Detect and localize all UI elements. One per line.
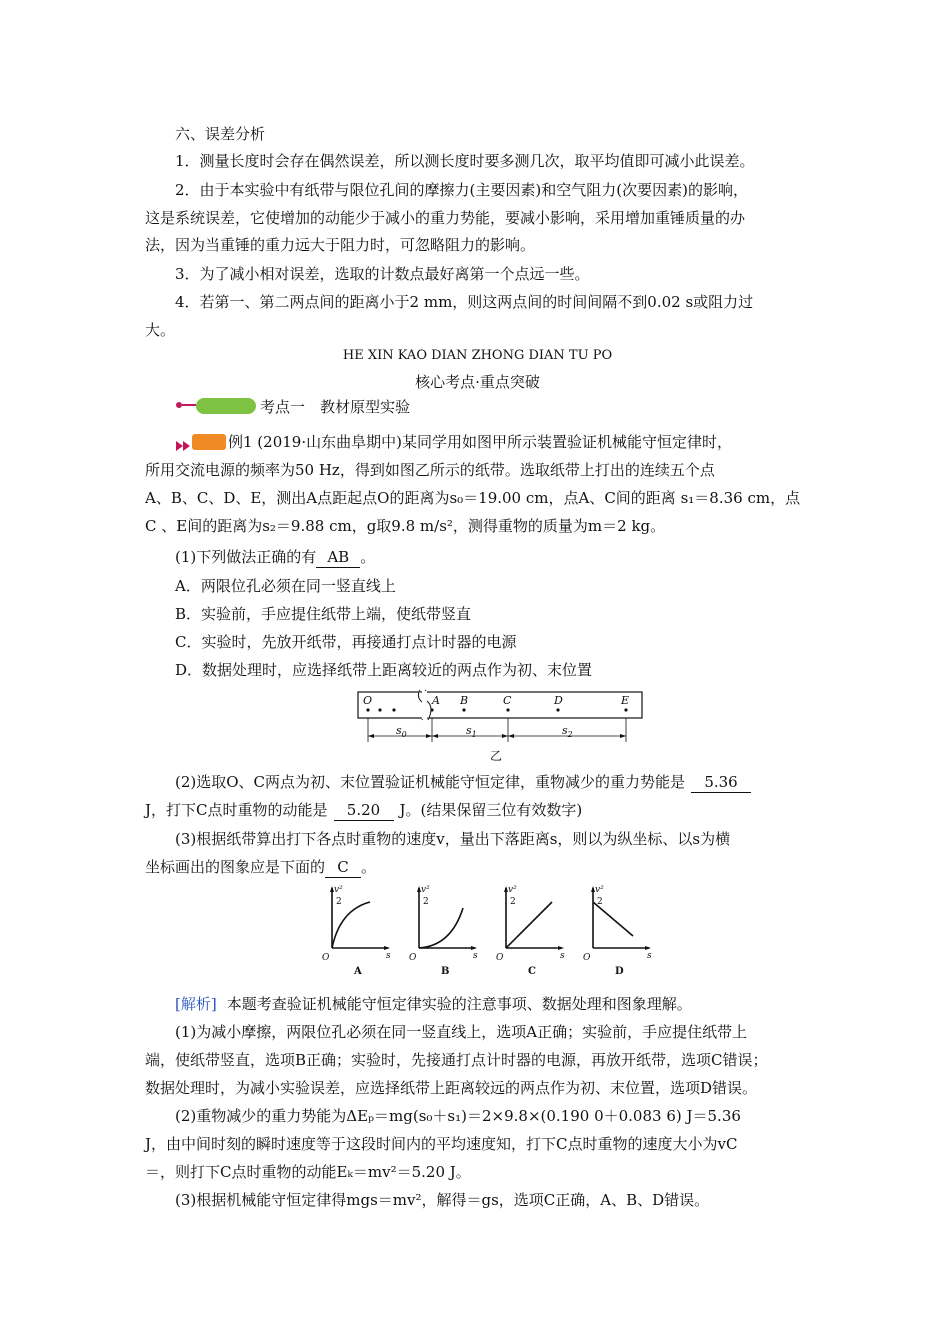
example-line: 例1 (2019·山东曲阜期中)某同学用如图甲所示装置验证机械能守恒定律时， bbox=[228, 433, 732, 451]
tape-dot bbox=[556, 708, 559, 711]
curve-c bbox=[506, 902, 552, 948]
graph-b bbox=[409, 885, 478, 977]
tape-caption: 乙 bbox=[490, 749, 503, 763]
tape-dot bbox=[462, 708, 465, 711]
analysis-line: J，由中间时刻的瞬时速度等于这段时间内的平均速度知，打下C点时重物的速度大小为vC bbox=[145, 1135, 738, 1153]
svg-text:v²: v² bbox=[421, 885, 430, 895]
tape-dot bbox=[430, 708, 433, 711]
analysis-line: (3)根据机械能守恒定律得mgs＝mv²，解得＝gs，选项C正确，A、B、D错误。 bbox=[175, 1191, 710, 1209]
tape-point-label: B bbox=[460, 694, 469, 707]
s2-label: $s_2$ bbox=[562, 724, 573, 739]
svg-text:O: O bbox=[583, 953, 591, 963]
tape-dot bbox=[378, 708, 381, 711]
graph-d bbox=[583, 885, 652, 977]
question-3-line: (3)根据纸带算出打下各点时重物的速度v，量出下落距离s，则以为纵坐标、以s为横 bbox=[175, 830, 731, 848]
question-3-line: 坐标画出的图象应是下面的 C 。 bbox=[145, 858, 377, 876]
example-line: 所用交流电源的频率为50 Hz，得到如图乙所示的纸带。选取纸带上打出的连续五个点 bbox=[145, 461, 715, 479]
paragraph: 大。 bbox=[145, 321, 176, 339]
paragraph: 1．测量长度时会存在偶然误差，所以测长度时要多测几次，取平均值即可减小此误差。 bbox=[175, 152, 755, 170]
tape-dot bbox=[506, 708, 509, 711]
tape-outline bbox=[358, 692, 642, 718]
svg-text:s: s bbox=[647, 951, 652, 961]
svg-text:v²: v² bbox=[508, 885, 517, 895]
marker-line-icon bbox=[182, 404, 196, 406]
svg-text:C: C bbox=[528, 966, 536, 977]
graph-c bbox=[496, 885, 565, 977]
answer-blank: 5.20 bbox=[334, 800, 394, 821]
tape-dot bbox=[366, 708, 369, 711]
answer-blank: C bbox=[325, 857, 361, 878]
tape-point-label: O bbox=[363, 694, 373, 707]
paper-tape-figure bbox=[350, 688, 650, 768]
s0-label: $s_0$ bbox=[396, 724, 407, 739]
curve-b bbox=[419, 908, 463, 948]
question-1-stem: (1)下列做法正确的有 bbox=[175, 548, 317, 566]
analysis-line: 数据处理时，为减小实验误差，应选择纸带上距离较远的两点作为初、末位置，选项D错误。 bbox=[145, 1079, 758, 1097]
tape-point-label: C bbox=[503, 694, 512, 707]
svg-text:B: B bbox=[441, 966, 450, 977]
example-line: C 、E间的距离为s₂＝9.88 cm，g取9.8 m/s²，测得重物的质量为m＝2 kg。 bbox=[145, 517, 666, 535]
paragraph: 2．由于本实验中有纸带与限位孔间的摩擦力(主要因素)和空气阻力(次要因素)的影响， bbox=[175, 181, 748, 199]
svg-text:D: D bbox=[615, 966, 624, 977]
tape-dot bbox=[392, 708, 395, 711]
svg-text:2: 2 bbox=[510, 897, 516, 907]
svg-text:A: A bbox=[354, 966, 362, 977]
tape-point-label: A bbox=[432, 694, 440, 707]
svg-text:s: s bbox=[386, 951, 391, 961]
paragraph: 法，因为当重锤的重力远大于阻力时，可忽略阻力的影响。 bbox=[145, 236, 536, 254]
analysis-line: ＝，则打下C点时重物的动能Eₖ＝mv²＝5.20 J。 bbox=[145, 1163, 471, 1181]
section-heading: 六、误差分析 bbox=[175, 125, 266, 143]
svg-text:O: O bbox=[322, 953, 330, 963]
example-line: A、B、C、D、E，测出A点距起点O的距离为s₀＝19.00 cm，点A、C间的距离 s₁＝8.36 cm，点 bbox=[145, 489, 801, 507]
svg-text:s: s bbox=[473, 951, 478, 961]
paragraph: 4．若第一、第二两点间的距离小于2 mm，则这两点间的时间间隔不到0.02 s或阻力过 bbox=[175, 293, 754, 311]
analysis-tag: [解析] bbox=[175, 995, 217, 1013]
analysis-line: 端，使纸带竖直，选项B正确；实验时，先接通打点计时器的电源，再放开纸带，选项C错误； bbox=[145, 1051, 768, 1069]
question-2-line: J，打下C点时重物的动能是 5.20 J。(结果保留三位有效数字) bbox=[145, 801, 583, 819]
svg-text:s: s bbox=[560, 951, 565, 961]
tape-point-label: E bbox=[621, 694, 630, 707]
question-1-end: 。 bbox=[360, 548, 376, 566]
answer-blank: 5.36 bbox=[691, 772, 751, 793]
kaodian-label: 考点一 教材原型实验 bbox=[260, 398, 411, 416]
analysis-intro: [解析] 本题考查验证机械能守恒定律实验的注意事项、数据处理和图象理解。 bbox=[175, 995, 692, 1013]
svg-text:2: 2 bbox=[597, 897, 603, 907]
svg-text:v²: v² bbox=[334, 885, 343, 895]
question-1 bbox=[175, 547, 840, 568]
question-2-line: (2)选取O、C两点为初、末位置验证机械能守恒定律，重物减少的重力势能是 5.36 bbox=[175, 772, 840, 793]
option-a: A．两限位孔必须在同一竖直线上 bbox=[175, 577, 396, 595]
option-d: D．数据处理时，应选择纸带上距离较近的两点作为初、末位置 bbox=[175, 661, 593, 679]
svg-text:2: 2 bbox=[423, 897, 429, 907]
banner-pinyin: HE XIN KAO DIAN ZHONG DIAN TU PO bbox=[342, 348, 613, 363]
tape-point-label: D bbox=[554, 694, 563, 707]
svg-text:O: O bbox=[409, 953, 417, 963]
svg-text:O: O bbox=[496, 953, 504, 963]
svg-text:v²: v² bbox=[595, 885, 604, 895]
tape-dot bbox=[624, 708, 627, 711]
option-b: B．实验前，手应提住纸带上端，使纸带竖直 bbox=[175, 605, 472, 623]
svg-text:2: 2 bbox=[336, 897, 342, 907]
kaodian-pill-icon bbox=[196, 398, 256, 414]
option-c: C．实验时，先放开纸带，再接通打点计时器的电源 bbox=[175, 633, 517, 651]
option-graphs bbox=[310, 880, 670, 980]
paragraph: 3．为了减小相对误差，选取的计数点最好离第一个点远一些。 bbox=[175, 265, 590, 283]
curve-a bbox=[332, 902, 370, 948]
paragraph: 这是系统误差，它使增加的动能少于减小的重力势能，要减小影响，采用增加重锤质量的办 bbox=[145, 209, 746, 227]
analysis-line: (1)为减小摩擦，两限位孔必须在同一竖直线上，选项A正确；实验前，手应提住纸带上 bbox=[175, 1023, 748, 1041]
example-tag-icon bbox=[192, 434, 226, 450]
analysis-line: (2)重物减少的重力势能为ΔEₚ＝mg(s₀＋s₁)＝2×9.8×(0.190 0＋0.083 6) J＝5.36 bbox=[175, 1107, 741, 1125]
curve-d bbox=[593, 902, 633, 936]
graph-a bbox=[322, 885, 391, 977]
s1-label: $s_1$ bbox=[466, 724, 477, 739]
banner-title: 核心考点·重点突破 bbox=[415, 373, 540, 391]
answer-blank: AB bbox=[316, 547, 360, 568]
